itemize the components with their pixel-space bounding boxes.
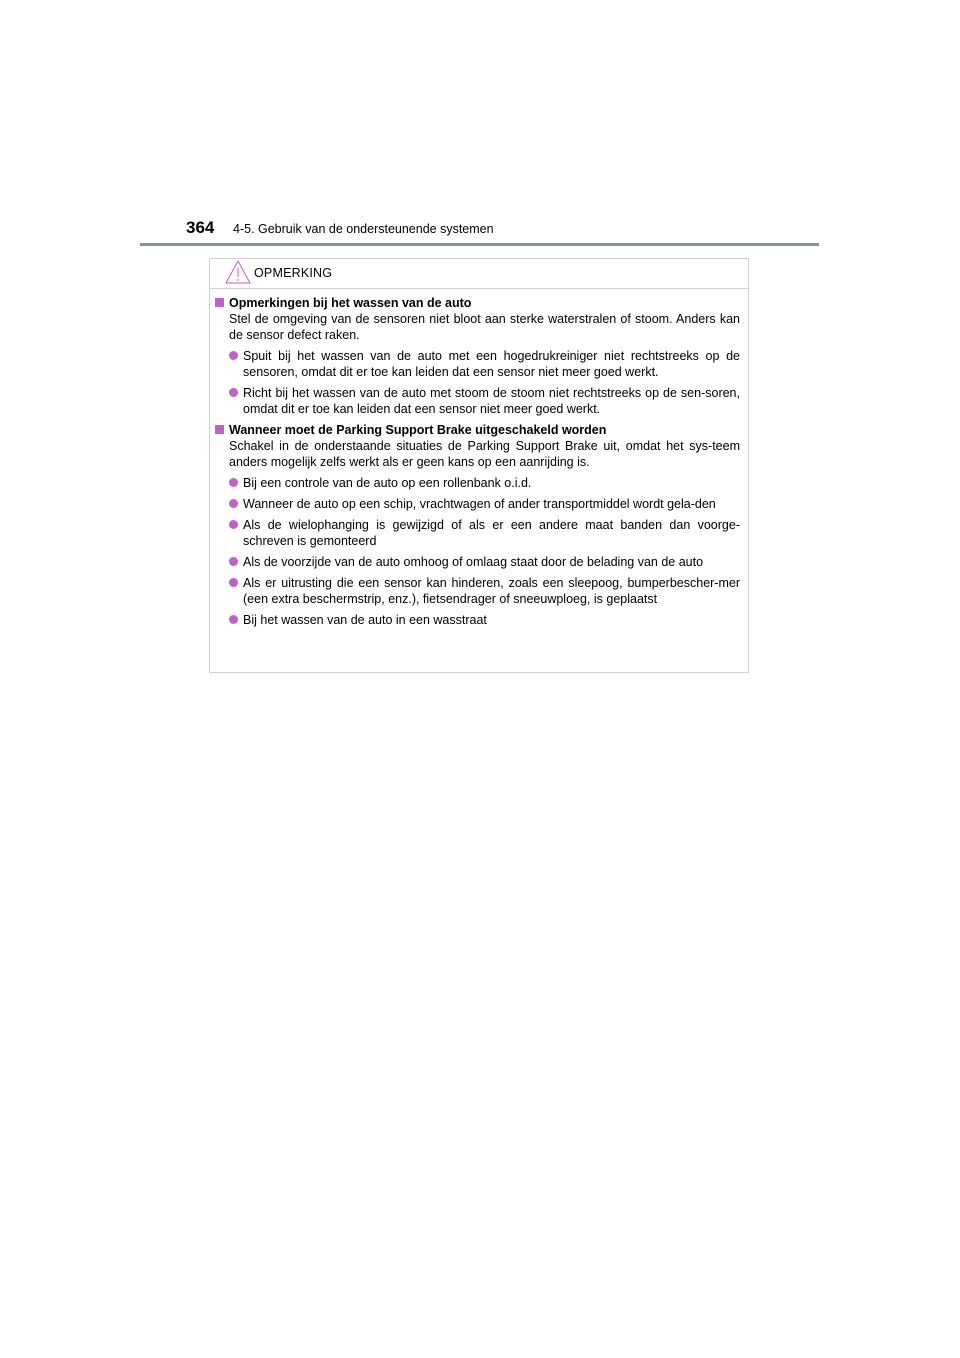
square-bullet-icon xyxy=(215,298,224,307)
list-item xyxy=(229,348,740,380)
list-item xyxy=(229,612,740,628)
list-item-text: Als er uitrusting die een sensor kan hinderen, zoals een sleepoog, bumperbescher-mer (een extra beschermstrip, enz.), fietsendrager of sneeuwploeg, is geplaatst xyxy=(243,576,740,606)
dot-bullet-icon xyxy=(229,499,238,508)
dot-bullet-icon xyxy=(229,520,238,529)
warning-triangle-icon xyxy=(224,259,252,285)
topic-body: Stel de omgeving van de sensoren niet bloot aan sterke waterstralen of stoom. Anders kan de sensor defect raken. xyxy=(229,312,740,342)
notice-box xyxy=(209,258,749,673)
notice-content xyxy=(210,295,748,628)
page-header xyxy=(186,214,826,244)
list-item-text: Als de wielophanging is gewijzigd of als er een andere maat banden dan voorge-schreven is gemonteerd xyxy=(243,518,740,548)
topic-washing xyxy=(210,295,748,417)
topic-title: Wanneer moet de Parking Support Brake uitgeschakeld worden xyxy=(229,423,607,437)
dot-bullet-icon xyxy=(229,351,238,360)
list-item xyxy=(229,517,740,549)
list-item xyxy=(229,475,740,491)
list-item xyxy=(229,575,740,607)
notice-header xyxy=(210,259,748,289)
section-title: 4-5. Gebruik van de ondersteunende systemen xyxy=(233,222,494,236)
topic-disable-brake xyxy=(210,422,748,628)
list-item-text: Als de voorzijde van de auto omhoog of omlaag staat door de belading van de auto xyxy=(243,555,704,569)
dot-bullet-icon xyxy=(229,578,238,587)
topic-title: Opmerkingen bij het wassen van de auto xyxy=(229,296,472,310)
dot-bullet-icon xyxy=(229,615,238,624)
dot-bullet-icon xyxy=(229,388,238,397)
dot-bullet-icon xyxy=(229,557,238,566)
list-item xyxy=(229,554,740,570)
square-bullet-icon xyxy=(215,425,224,434)
dot-bullet-icon xyxy=(229,478,238,487)
list-item-text: Bij een controle van de auto op een rollenbank o.i.d. xyxy=(243,476,532,490)
header-divider xyxy=(140,243,819,246)
list-item-text: Spuit bij het wassen van de auto met een hogedrukreiniger niet rechtstreeks op de sensoren, omdat dit er toe kan leiden dat een sensor niet meer goed werkt. xyxy=(243,349,740,379)
topic-body: Schakel in de onderstaande situaties de Parking Support Brake uit, omdat het sys-teem anders mogelijk zelfs werkt als er geen kans op een aanrijding is. xyxy=(229,439,740,469)
list-item-text: Wanneer de auto op een schip, vrachtwagen of ander transportmiddel wordt gela-den xyxy=(243,497,716,511)
list-item xyxy=(229,496,740,512)
notice-label: OPMERKING xyxy=(254,266,333,280)
list-item xyxy=(229,385,740,417)
list-item-text: Bij het wassen van de auto in een wasstraat xyxy=(243,613,487,627)
page-number: 364 xyxy=(186,218,215,237)
list-item-text: Richt bij het wassen van de auto met stoom de stoom niet rechtstreeks op de sen-soren, omdat dit er toe kan leiden dat een sensor niet meer goed werkt. xyxy=(243,386,740,416)
